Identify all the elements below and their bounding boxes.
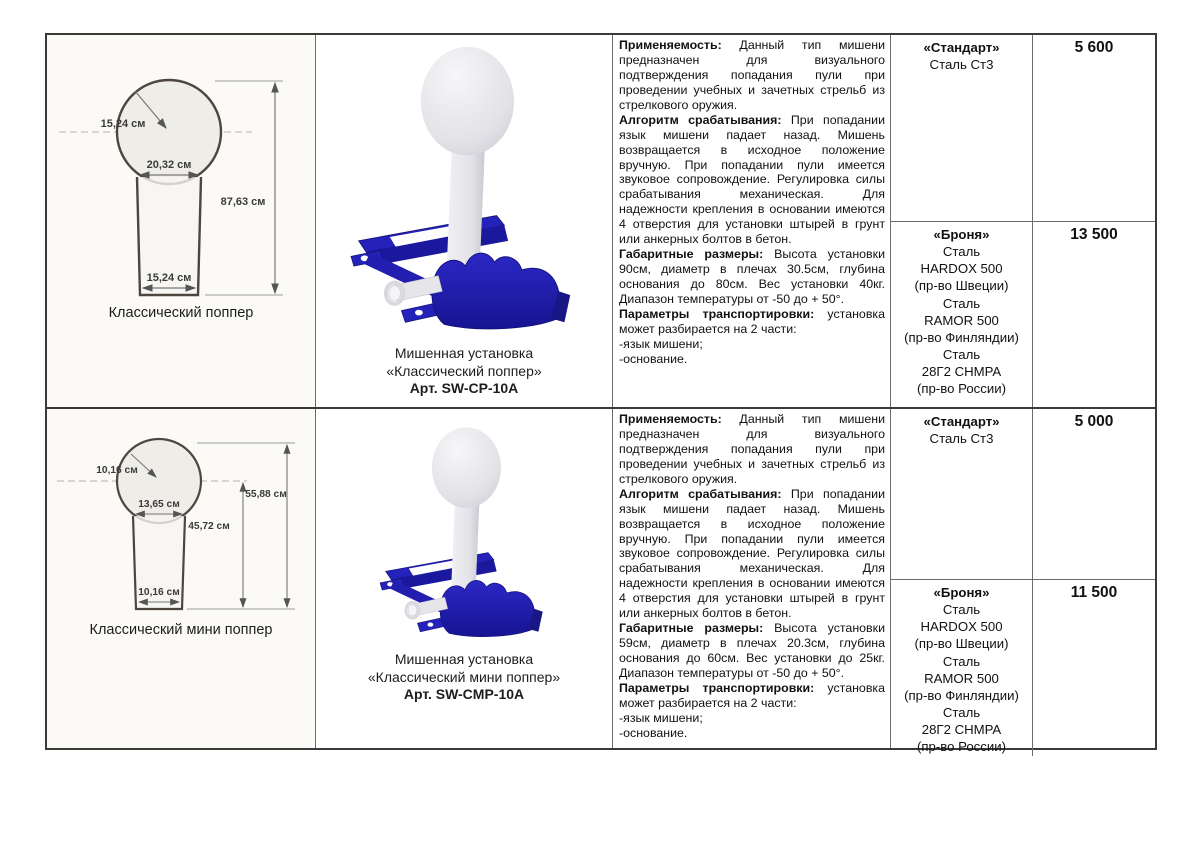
material-line: Сталь <box>942 244 981 260</box>
dim-label-mid-height: 45,72 см <box>188 521 230 532</box>
desc-list-item: -язык мишени; <box>619 710 703 725</box>
desc-text-dimensions: Высота установки 59см, диаметр в плечах 20.3см, глубина основания до 60см. Вес установки до 25кг. Диапазон температуры от -50 до + 50°. <box>619 621 885 680</box>
dimension-drawing-classic-popper <box>47 37 314 305</box>
dim-label-radius: 15,24 см <box>100 118 146 130</box>
desc-label-dimensions: Габаритные размеры: <box>619 621 764 636</box>
target-render-classic-popper <box>316 37 611 343</box>
material-line: Сталь <box>942 602 981 618</box>
material-line: Сталь Ст3 <box>929 57 994 73</box>
desc-list-item: -язык мишени; <box>619 336 703 351</box>
variants-cell <box>891 409 1155 755</box>
target-render-mini-popper <box>316 417 611 647</box>
variant-armor <box>891 580 1155 756</box>
product-caption-line2: «Классический мини поппер» <box>367 668 561 685</box>
product-article: Арт. SW-CP-10A <box>409 380 519 397</box>
table-row <box>47 409 1155 755</box>
material-line: (пр-во Финляндии) <box>904 687 1019 703</box>
material-line: Сталь <box>942 653 981 669</box>
material-line: RAMOR 500 <box>924 670 999 686</box>
material-line: (пр-во России) <box>917 739 1006 755</box>
price-cell: 5 000 <box>1074 413 1114 430</box>
desc-label-transport: Параметры транспортировки: <box>619 680 815 695</box>
material-line: (пр-во Швеции) <box>914 278 1009 294</box>
dim-label-height: 87,63 см <box>220 196 266 208</box>
dim-label-height: 55,88 см <box>245 489 287 500</box>
product-caption <box>316 345 612 398</box>
description-cell <box>613 35 891 407</box>
desc-text-dimensions: Высота установки 90см, диаметр в плечах 30.5см, глубина основания до 80см. Вес установки 40кг. Диапазон температуры от -50 до + 50°. <box>619 247 885 306</box>
table-row <box>47 35 1155 409</box>
variant-armor <box>891 222 1155 407</box>
product-table <box>45 33 1157 755</box>
desc-text-applicability: Данный тип мишени предназначен для визуального подтверждения попадания пули при проведении учебных и зачетных стрельб из стрелкового оружия. <box>619 412 885 486</box>
variant-material-cell <box>891 35 1033 221</box>
desc-list-item: -основание. <box>619 725 688 740</box>
material-line: HARDOX 500 <box>920 261 1003 277</box>
desc-label-dimensions: Габаритные размеры: <box>619 247 764 262</box>
material-line: 28Г2 CHMPA <box>921 722 1002 738</box>
dim-label-shoulder: 13,65 см <box>138 499 180 510</box>
price-cell: 13 500 <box>1070 226 1118 243</box>
drawing-caption: Классический поппер <box>108 305 254 321</box>
variant-name: «Броня» <box>933 585 990 600</box>
material-line: HARDOX 500 <box>920 619 1003 635</box>
material-line: RAMOR 500 <box>924 312 999 328</box>
variant-name: «Броня» <box>933 227 990 242</box>
material-line: (пр-во Финляндии) <box>904 329 1019 345</box>
material-line: Сталь <box>942 347 981 363</box>
description-cell <box>613 409 891 748</box>
dim-label-radius: 10,16 см <box>96 465 138 476</box>
desc-label-algorithm: Алгоритм срабатывания: <box>619 486 782 501</box>
description-text <box>619 38 885 367</box>
product-caption-line1: Мишенная установка <box>394 651 534 667</box>
price-cell: 11 500 <box>1070 584 1118 601</box>
desc-text-transport: установка может разбирается на 2 части: <box>619 306 885 336</box>
variant-material-cell <box>891 222 1033 407</box>
material-line: (пр-во России) <box>917 381 1006 397</box>
variants-cell <box>891 35 1155 407</box>
description-text <box>619 412 885 741</box>
dimension-drawing-cell <box>47 409 316 748</box>
render-cell <box>316 409 613 748</box>
product-caption-line2: «Классический поппер» <box>386 362 542 379</box>
drawing-caption: Классический мини поппер <box>89 622 273 638</box>
desc-text-applicability: Данный тип мишени предназначен для визуального подтверждения попадания пули при проведении учебных и зачетных стрельб из стрелкового оружия. <box>619 38 885 112</box>
dimension-drawing-cell <box>47 35 316 407</box>
variant-standard <box>891 409 1155 580</box>
variant-name: «Стандарт» <box>923 414 1000 429</box>
variant-name: «Стандарт» <box>923 40 1000 55</box>
dim-label-base: 15,24 см <box>146 272 192 284</box>
desc-text-transport: установка может разбирается на 2 части: <box>619 680 885 710</box>
material-line: (пр-во Швеции) <box>914 636 1009 652</box>
product-caption-line1: Мишенная установка <box>394 345 534 361</box>
price-cell: 5 600 <box>1074 39 1114 56</box>
dim-label-base: 10,16 см <box>138 587 180 598</box>
desc-text-algorithm: При попадании язык мишени падает назад. Мишень возвращается в исходное положение вручную. При попадании пули имеется звуковое сопровождение. Регулировка силы срабатывания механическая. Для надежности крепления в основании имеются 4 отверстия для установки штырей в грунт или анкерных болтов в бетон. <box>619 112 885 247</box>
product-article: Арт. SW-CMP-10A <box>403 686 525 703</box>
material-line: Сталь <box>942 295 981 311</box>
product-caption <box>316 651 612 704</box>
variant-material-cell <box>891 580 1033 756</box>
desc-label-transport: Параметры транспортировки: <box>619 306 815 321</box>
variant-standard <box>891 35 1155 222</box>
render-cell <box>316 35 613 407</box>
desc-list-item: -основание. <box>619 351 688 366</box>
dimension-drawing-mini-popper <box>47 411 314 621</box>
desc-label-applicability: Применяемость: <box>619 412 722 426</box>
desc-text-algorithm: При попадании язык мишени падает назад. Мишень возвращается в исходное положение вручную. При попадании пули имеется звуковое сопровождение. Регулировка силы срабатывания механическая. Для надежности крепления в основании имеются 4 отверстия для установки штырей в грунт или анкерных болтов в бетон. <box>619 486 885 621</box>
material-line: 28Г2 CHMPA <box>921 364 1002 380</box>
desc-label-algorithm: Алгоритм срабатывания: <box>619 112 782 127</box>
dim-label-shoulder: 20,32 см <box>146 159 192 171</box>
material-line: Сталь Ст3 <box>929 431 994 447</box>
variant-material-cell <box>891 409 1033 579</box>
material-line: Сталь <box>942 705 981 721</box>
desc-label-applicability: Применяемость: <box>619 38 722 52</box>
